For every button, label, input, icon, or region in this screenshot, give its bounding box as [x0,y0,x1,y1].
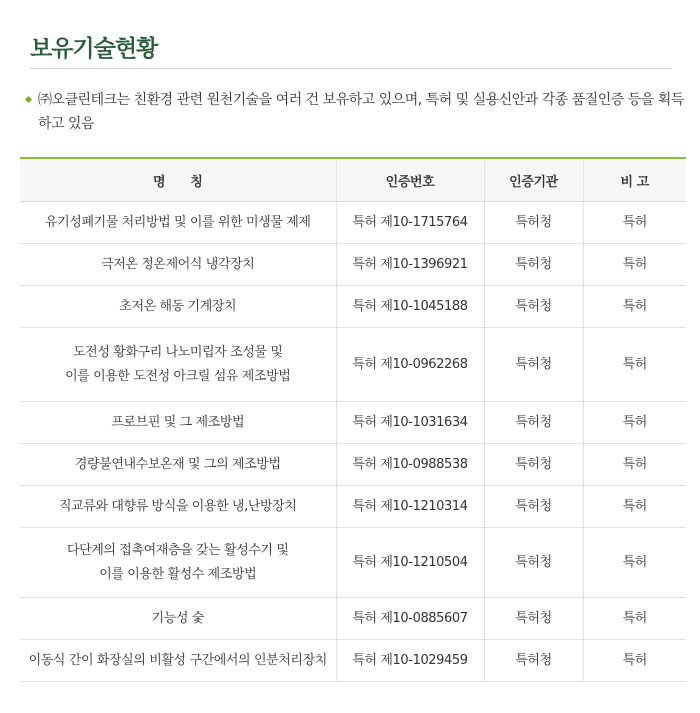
cell-agency: 특허청 [484,202,583,244]
cell-name-line: 프로브핀 및 그 제조방법 [111,414,245,430]
intro-paragraph [26,88,690,136]
cell-agency: 특허청 [484,244,583,286]
table-row [20,640,686,682]
cell-note: 특허 [583,328,686,402]
cell-cert-no: 특허 제10-0962268 [336,328,484,402]
intro-text: ㈜오클린테크는 친환경 관련 원천기술을 여러 건 보유하고 있으며, 특허 및 실용신안과 각종 품질인증 등을 획득하고 있음 [38,92,684,132]
cell-agency: 특허청 [484,598,583,640]
cell-agency: 특허청 [484,640,583,682]
cell-name-line: 극저온 정온제어식 냉각장치 [101,256,255,272]
cell-name-line: 이를 이용한 도전성 아크릴 섬유 제조방법 [65,368,291,384]
cell-agency: 특허청 [484,286,583,328]
cell-note: 특허 [583,444,686,486]
cell-note: 특허 [583,528,686,598]
column-header-name: 명 칭 [20,158,336,202]
cell-name [20,640,336,682]
cell-cert-no: 특허 제10-1210504 [336,528,484,598]
cell-name [20,202,336,244]
cell-agency: 특허청 [484,328,583,402]
table-row [20,286,686,328]
cell-name [20,444,336,486]
cell-cert-no: 특허 제10-1210314 [336,486,484,528]
cell-name [20,598,336,640]
column-header-agency: 인증기관 [484,158,583,202]
cell-name-line: 초저온 해동 기계장치 [119,298,237,314]
table-row [20,444,686,486]
cell-cert-no: 특허 제10-1715764 [336,202,484,244]
cell-note: 특허 [583,244,686,286]
cell-agency: 특허청 [484,528,583,598]
cell-note: 특허 [583,640,686,682]
cell-note: 특허 [583,286,686,328]
table-row [20,598,686,640]
cell-cert-no: 특허 제10-1045188 [336,286,484,328]
table-row [20,402,686,444]
cell-name-line: 유기성폐기물 처리방법 및 이를 위한 미생물 제제 [44,214,311,230]
cell-name [20,528,336,598]
cell-note: 특허 [583,202,686,244]
cell-note: 특허 [583,402,686,444]
cell-name-line: 이를 이용한 활성수 제조방법 [99,566,257,582]
column-header-cert-no: 인증번호 [336,158,484,202]
cell-agency: 특허청 [484,402,583,444]
cell-name [20,328,336,402]
technology-table [20,157,686,682]
table-header-row [20,158,686,202]
cell-name [20,244,336,286]
table-row [20,244,686,286]
cell-note: 특허 [583,598,686,640]
cell-cert-no: 특허 제10-0885607 [336,598,484,640]
table-row [20,328,686,402]
cell-name-line: 이동식 간이 화장실의 비활성 구간에서의 인분처리장치 [28,652,327,668]
cell-name-line: 직교류와 대향류 방식을 이용한 냉,난방장치 [58,498,297,514]
cell-cert-no: 특허 제10-1029459 [336,640,484,682]
cell-name-line: 기능성 숯 [151,610,204,626]
cell-name-line: 다단계의 접촉여재층을 갖는 활성수기 및 [66,542,289,558]
cell-note: 특허 [583,486,686,528]
cell-cert-no: 특허 제10-1396921 [336,244,484,286]
title-divider [30,68,672,69]
cell-name [20,486,336,528]
cell-name-line: 경량불연내수보온재 및 그의 제조방법 [74,456,281,472]
table-row [20,528,686,598]
cell-agency: 특허청 [484,444,583,486]
cell-name [20,286,336,328]
cell-name-line: 도전성 황화구리 나노미립자 조성물 및 [73,344,283,360]
cell-cert-no: 특허 제10-0988538 [336,444,484,486]
table-row [20,202,686,244]
cell-name [20,402,336,444]
cell-cert-no: 특허 제10-1031634 [336,402,484,444]
table-row [20,486,686,528]
column-header-note: 비 고 [583,158,686,202]
page-title: 보유기술현황 [30,36,158,62]
cell-agency: 특허청 [484,486,583,528]
